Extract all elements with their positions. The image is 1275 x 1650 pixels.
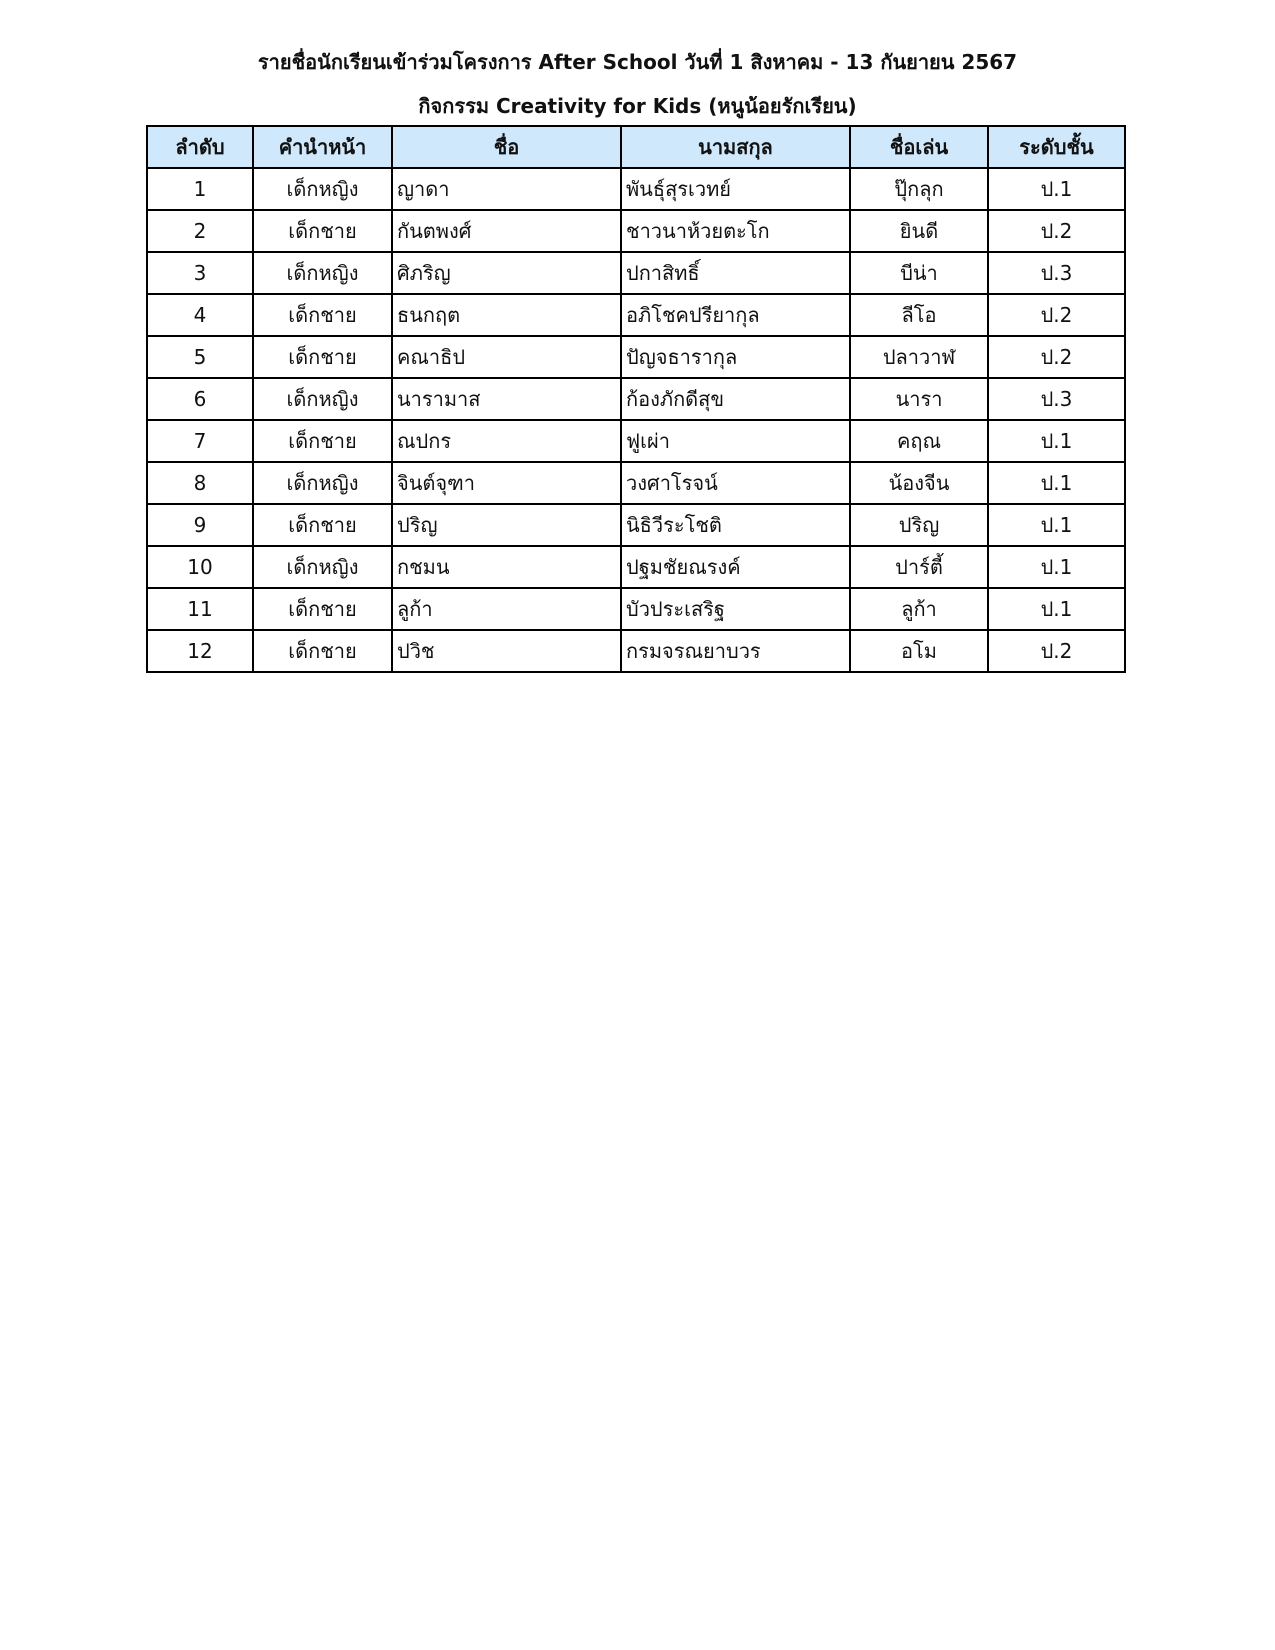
cell-last-name: นิธิวีระโชติ	[621, 504, 850, 546]
cell-nickname: น้องจีน	[850, 462, 988, 504]
cell-no: 8	[147, 462, 253, 504]
cell-grade: ป.3	[988, 378, 1125, 420]
cell-grade: ป.1	[988, 462, 1125, 504]
cell-last-name: บัวประเสริฐ	[621, 588, 850, 630]
cell-no: 6	[147, 378, 253, 420]
cell-prefix: เด็กหญิง	[253, 378, 392, 420]
header-first-name: ชื่อ	[392, 126, 621, 168]
cell-nickname: ปาร์ตี้	[850, 546, 988, 588]
cell-last-name: อภิโชคปรียากุล	[621, 294, 850, 336]
cell-grade: ป.1	[988, 168, 1125, 210]
table-row	[147, 210, 1125, 252]
table-row	[147, 378, 1125, 420]
cell-first-name: กันตพงศ์	[392, 210, 621, 252]
table-row	[147, 294, 1125, 336]
cell-last-name: ปฐมชัยณรงค์	[621, 546, 850, 588]
cell-last-name: วงศาโรจน์	[621, 462, 850, 504]
cell-nickname: คฤณ	[850, 420, 988, 462]
cell-grade: ป.2	[988, 336, 1125, 378]
cell-last-name: พันธุ์สุรเวทย์	[621, 168, 850, 210]
cell-first-name: กชมน	[392, 546, 621, 588]
cell-prefix: เด็กหญิง	[253, 252, 392, 294]
cell-no: 5	[147, 336, 253, 378]
cell-no: 4	[147, 294, 253, 336]
document-title: รายชื่อนักเรียนเข้าร่วมโครงการ After School วันที่ 1 สิงหาคม - 13 กันยายน 2567	[257, 50, 1018, 74]
cell-first-name: ปวิช	[392, 630, 621, 672]
cell-first-name: จินต์จุฑา	[392, 462, 621, 504]
cell-nickname: ปริญ	[850, 504, 988, 546]
cell-nickname: ลีโอ	[850, 294, 988, 336]
cell-prefix: เด็กชาย	[253, 336, 392, 378]
cell-grade: ป.1	[988, 420, 1125, 462]
table-row	[147, 504, 1125, 546]
cell-no: 3	[147, 252, 253, 294]
cell-nickname: บีน่า	[850, 252, 988, 294]
cell-prefix: เด็กชาย	[253, 630, 392, 672]
table-row	[147, 630, 1125, 672]
table-row	[147, 168, 1125, 210]
cell-prefix: เด็กหญิง	[253, 546, 392, 588]
cell-nickname: ปุ๊กลุก	[850, 168, 988, 210]
table-row	[147, 420, 1125, 462]
cell-last-name: ก้องภักดีสุข	[621, 378, 850, 420]
cell-prefix: เด็กชาย	[253, 504, 392, 546]
cell-no: 11	[147, 588, 253, 630]
header-prefix: คำนำหน้า	[253, 126, 392, 168]
document-subtitle: กิจกรรม Creativity for Kids (หนูน้อยรักเรียน)	[418, 94, 857, 118]
header-nickname: ชื่อเล่น	[850, 126, 988, 168]
cell-prefix: เด็กชาย	[253, 294, 392, 336]
cell-first-name: ลูก้า	[392, 588, 621, 630]
cell-last-name: ปกาสิทธิ์	[621, 252, 850, 294]
table-row	[147, 252, 1125, 294]
cell-grade: ป.2	[988, 630, 1125, 672]
cell-no: 10	[147, 546, 253, 588]
cell-first-name: ธนกฤต	[392, 294, 621, 336]
cell-nickname: ยินดี	[850, 210, 988, 252]
cell-grade: ป.2	[988, 210, 1125, 252]
header-grade: ระดับชั้น	[988, 126, 1125, 168]
cell-nickname: อโม	[850, 630, 988, 672]
cell-grade: ป.1	[988, 588, 1125, 630]
cell-grade: ป.1	[988, 546, 1125, 588]
header-no: ลำดับ	[147, 126, 253, 168]
cell-last-name: กรมจรณยาบวร	[621, 630, 850, 672]
cell-nickname: นารา	[850, 378, 988, 420]
cell-first-name: ญาดา	[392, 168, 621, 210]
cell-prefix: เด็กหญิง	[253, 168, 392, 210]
cell-grade: ป.1	[988, 504, 1125, 546]
cell-prefix: เด็กชาย	[253, 588, 392, 630]
cell-first-name: นารามาส	[392, 378, 621, 420]
cell-prefix: เด็กชาย	[253, 420, 392, 462]
table-row	[147, 462, 1125, 504]
cell-no: 12	[147, 630, 253, 672]
header-last-name: นามสกุล	[621, 126, 850, 168]
cell-last-name: ปัญจธารากุล	[621, 336, 850, 378]
cell-nickname: ลูก้า	[850, 588, 988, 630]
cell-no: 2	[147, 210, 253, 252]
cell-first-name: ปริญ	[392, 504, 621, 546]
cell-grade: ป.2	[988, 294, 1125, 336]
cell-last-name: ชาวนาห้วยตะโก	[621, 210, 850, 252]
cell-no: 9	[147, 504, 253, 546]
table-row	[147, 546, 1125, 588]
cell-no: 1	[147, 168, 253, 210]
cell-last-name: ฟูเผ่า	[621, 420, 850, 462]
cell-nickname: ปลาวาฬ	[850, 336, 988, 378]
cell-first-name: ศิภริญ	[392, 252, 621, 294]
table-row	[147, 588, 1125, 630]
student-roster-table	[146, 125, 1126, 673]
table-header-row	[147, 126, 1125, 168]
table-row	[147, 336, 1125, 378]
cell-prefix: เด็กหญิง	[253, 462, 392, 504]
cell-first-name: ณปกร	[392, 420, 621, 462]
cell-first-name: คณาธิป	[392, 336, 621, 378]
cell-grade: ป.3	[988, 252, 1125, 294]
cell-prefix: เด็กชาย	[253, 210, 392, 252]
cell-no: 7	[147, 420, 253, 462]
